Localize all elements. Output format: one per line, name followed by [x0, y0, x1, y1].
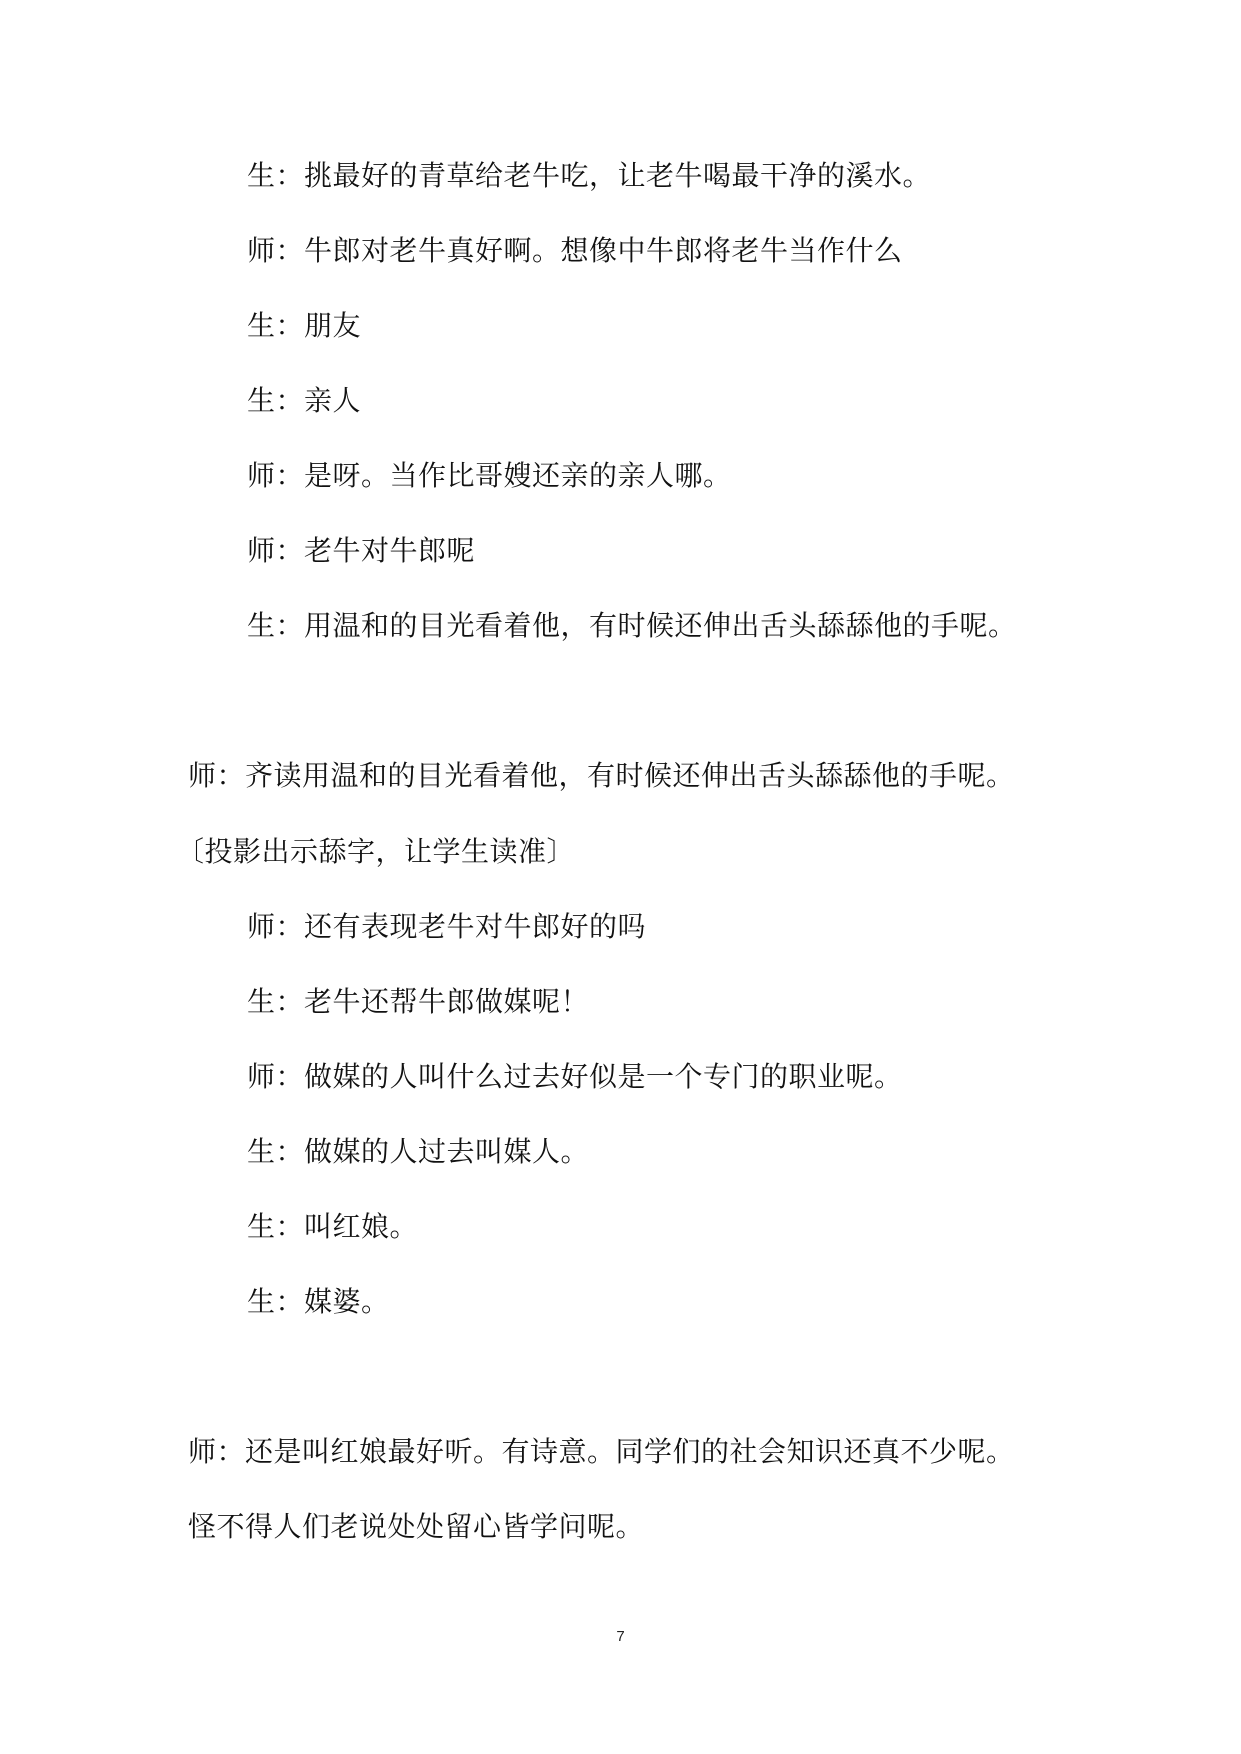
dialogue-line: 师：是呀。当作比哥嫂还亲的亲人哪。	[247, 459, 732, 492]
dialogue-line: 师：还是叫红娘最好听。有诗意。同学们的社会知识还真不少呢。	[188, 1435, 1015, 1468]
dialogue-line: 生：媒婆。	[247, 1285, 390, 1318]
dialogue-line: 生：亲人	[247, 384, 362, 417]
stage-note: 〔投影出示舔字，让学生读准〕	[176, 835, 576, 868]
dialogue-line: 生：做媒的人过去叫媒人。	[247, 1135, 590, 1168]
dialogue-line: 生：叫红娘。	[247, 1210, 419, 1243]
dialogue-line: 师：做媒的人叫什么过去好似是一个专门的职业呢。	[247, 1060, 903, 1093]
dialogue-line: 生：用温和的目光看着他，有时候还伸出舌头舔舔他的手呢。	[247, 609, 1017, 642]
dialogue-line: 师：还有表现老牛对牛郎好的吗	[247, 910, 647, 943]
dialogue-line: 生：挑最好的青草给老牛吃，让老牛喝最干净的溪水。	[247, 159, 932, 192]
dialogue-line: 师：老牛对牛郎呢	[247, 534, 476, 567]
dialogue-line: 生：老牛还帮牛郎做媒呢！	[247, 985, 590, 1018]
dialogue-line: 师：牛郎对老牛真好啊。想像中牛郎将老牛当作什么	[247, 234, 903, 267]
dialogue-line: 怪不得人们老说处处留心皆学问呢。	[188, 1510, 645, 1543]
dialogue-line: 生：朋友	[247, 309, 362, 342]
page-number: 7	[616, 1628, 625, 1645]
dialogue-line: 师：齐读用温和的目光看着他，有时候还伸出舌头舔舔他的手呢。	[188, 759, 1015, 792]
